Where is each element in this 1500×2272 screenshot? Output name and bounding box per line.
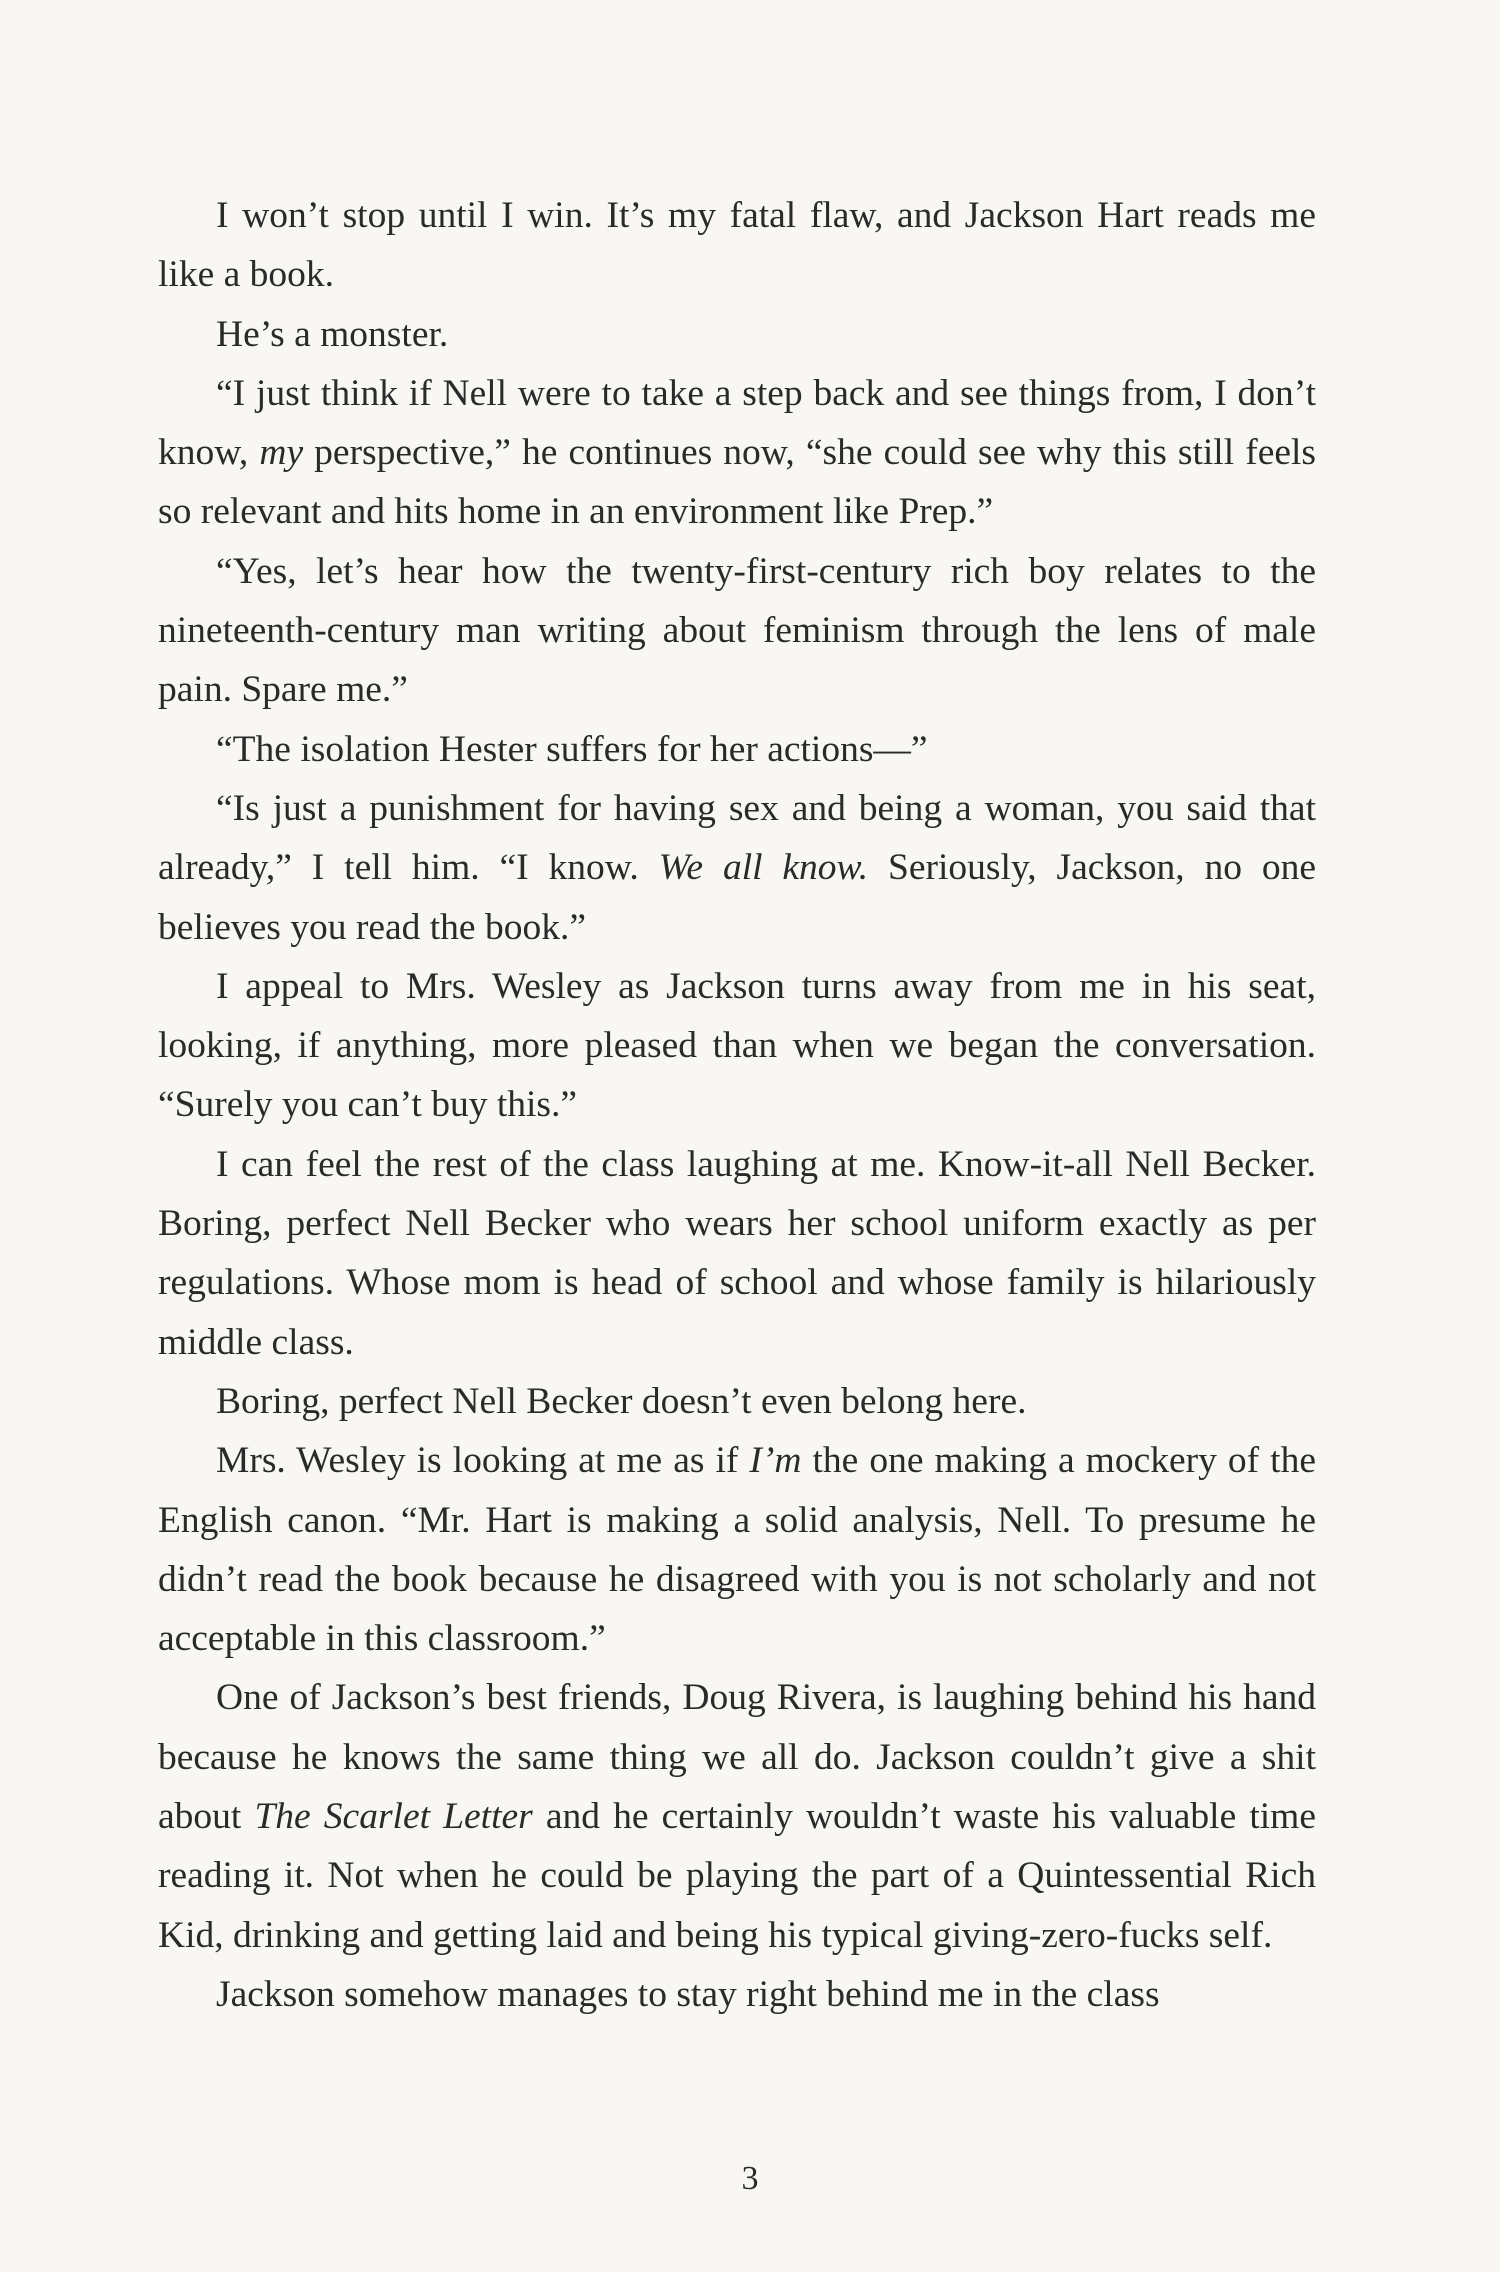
text-span: Mrs. Wesley is looking at me as if [216,1440,750,1482]
text-span: “Yes, let’s hear how the twenty-first-century rich boy relates to the nineteenth-century man writing about feminism through the lens of male pain. Spare me.” [158,550,1316,711]
paragraph [158,305,1316,364]
paragraph [158,364,1316,542]
text-span: He’s a monster. [216,313,449,355]
paragraph [158,1431,1316,1668]
paragraph [158,1372,1316,1431]
text-span: and he certainly wouldn’t waste his valuable time reading it. Not when he could be playing the part of a Quintessential Rich Kid, drinking and getting laid and being his typical giving-zero-fucks self. [158,1796,1316,1956]
paragraph [158,1668,1316,1964]
text-span: One of Jackson’s best friends, Doug Rivera, is laughing behind his hand because he knows the same thing we all do. Jackson couldn’t give a shit about [158,1677,1316,1838]
text-span: I appeal to Mrs. Wesley as Jackson turns away from me in his seat, looking, if anything, more pleased than when we began the conversation. “Surely you can’t buy this.” [158,965,1316,1126]
paragraph [158,779,1316,957]
text-span: Boring, perfect Nell Becker doesn’t even belong here. [216,1380,1027,1422]
italic-text-span: my [259,432,304,474]
text-span: perspective,” he continues now, “she could see why this still feels so relevant and hits home in an environment like Prep.” [158,432,1316,533]
page-number: 3 [741,2160,759,2197]
body-text [158,186,1316,2024]
text-span: “I just think if Nell were to take a step back and see things from, I don’t know, [158,372,1316,474]
paragraph [158,1965,1316,2024]
text-span: the one making a mockery of the English canon. “Mr. Hart is making a solid analysis, Nell. To presume he didn’t read the book because he disagreed with you is not scholarly and not acceptable in this classroom.” [158,1440,1316,1660]
paragraph [158,720,1316,779]
paragraph [158,542,1316,720]
text-span: Seriously, Jackson, no one believes you read the book.” [158,847,1316,948]
italic-text-span: I’m [749,1440,802,1482]
paragraph [158,957,1316,1135]
text-span: Jackson somehow manages to stay right behind me in the class [216,1973,1160,2015]
text-span: I won’t stop until I win. It’s my fatal flaw, and Jackson Hart reads me like a book. [158,195,1316,296]
paragraph [158,1135,1316,1372]
text-span: “The isolation Hester suffers for her actions—” [216,728,928,770]
text-span: I can feel the rest of the class laughing at me. Know-it-all Nell Becker. Boring, perfect Nell Becker who wears her school uniform exactly as per regulations. Whose mom is head of school and whose family is hilariously middle class. [158,1143,1316,1363]
text-span: “Is just a punishment for having sex and being a woman, you said that already,” I tell him. “I know. [158,787,1316,889]
italic-text-span: The Scarlet Letter [254,1796,533,1838]
italic-text-span: We all know. [658,847,869,889]
paragraph [158,186,1316,305]
